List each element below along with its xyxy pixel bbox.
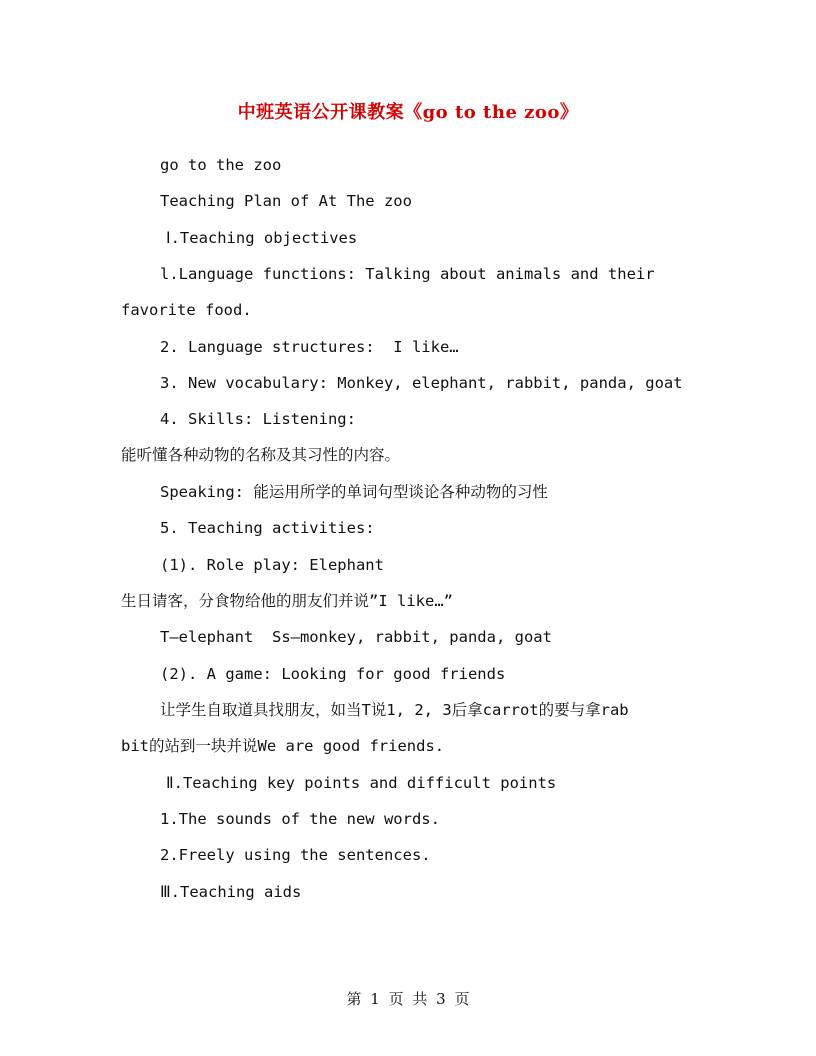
text-line: 2. Language structures: I like… <box>160 338 459 356</box>
text-line: 生日请客，分食物给他的朋友们并说”I like…” <box>121 592 453 610</box>
text-line: (1). Role play: Elephant <box>160 556 384 574</box>
text-line: 1.The sounds of the new words. <box>160 810 440 828</box>
text-line: l.Language functions: Talking about animals and their <box>160 265 655 283</box>
text-line: Teaching Plan of At The zoo <box>160 192 412 210</box>
text-line: 能听懂各种动物的名称及其习性的内容。 <box>121 446 401 464</box>
section-heading: Ⅱ.Teaching key points and difficult points <box>166 774 557 792</box>
text-line: favorite food. <box>121 301 252 319</box>
section-heading: Ⅰ.Teaching objectives <box>166 229 358 247</box>
text-line: 3. New vocabulary: Monkey, elephant, rabbit, panda, goat <box>160 374 683 392</box>
text-line: bit的站到一块并说We are good friends. <box>121 737 445 755</box>
page-number-footer: 第 1 页 共 3 页 <box>346 990 470 1008</box>
text-line: go to the zoo <box>160 156 282 174</box>
text-line: 5. Teaching activities: <box>160 519 375 537</box>
text-line: (2). A game: Looking for good friends <box>160 665 506 683</box>
text-line: 4. Skills: Listening: <box>160 410 356 428</box>
text-line: 让学生自取道具找朋友，如当T说1, 2, 3后拿carrot的要与拿rab <box>160 701 629 719</box>
section-heading: Ⅲ.Teaching aids <box>160 883 302 901</box>
text-line: T—elephant Ss—monkey, rabbit, panda, goat <box>160 628 552 646</box>
text-line: 2.Freely using the sentences. <box>160 846 431 864</box>
text-line: Speaking: 能运用所学的单词句型谈论各种动物的习性 <box>160 483 548 501</box>
document-title: 中班英语公开课教案《go to the zoo》 <box>237 102 579 123</box>
